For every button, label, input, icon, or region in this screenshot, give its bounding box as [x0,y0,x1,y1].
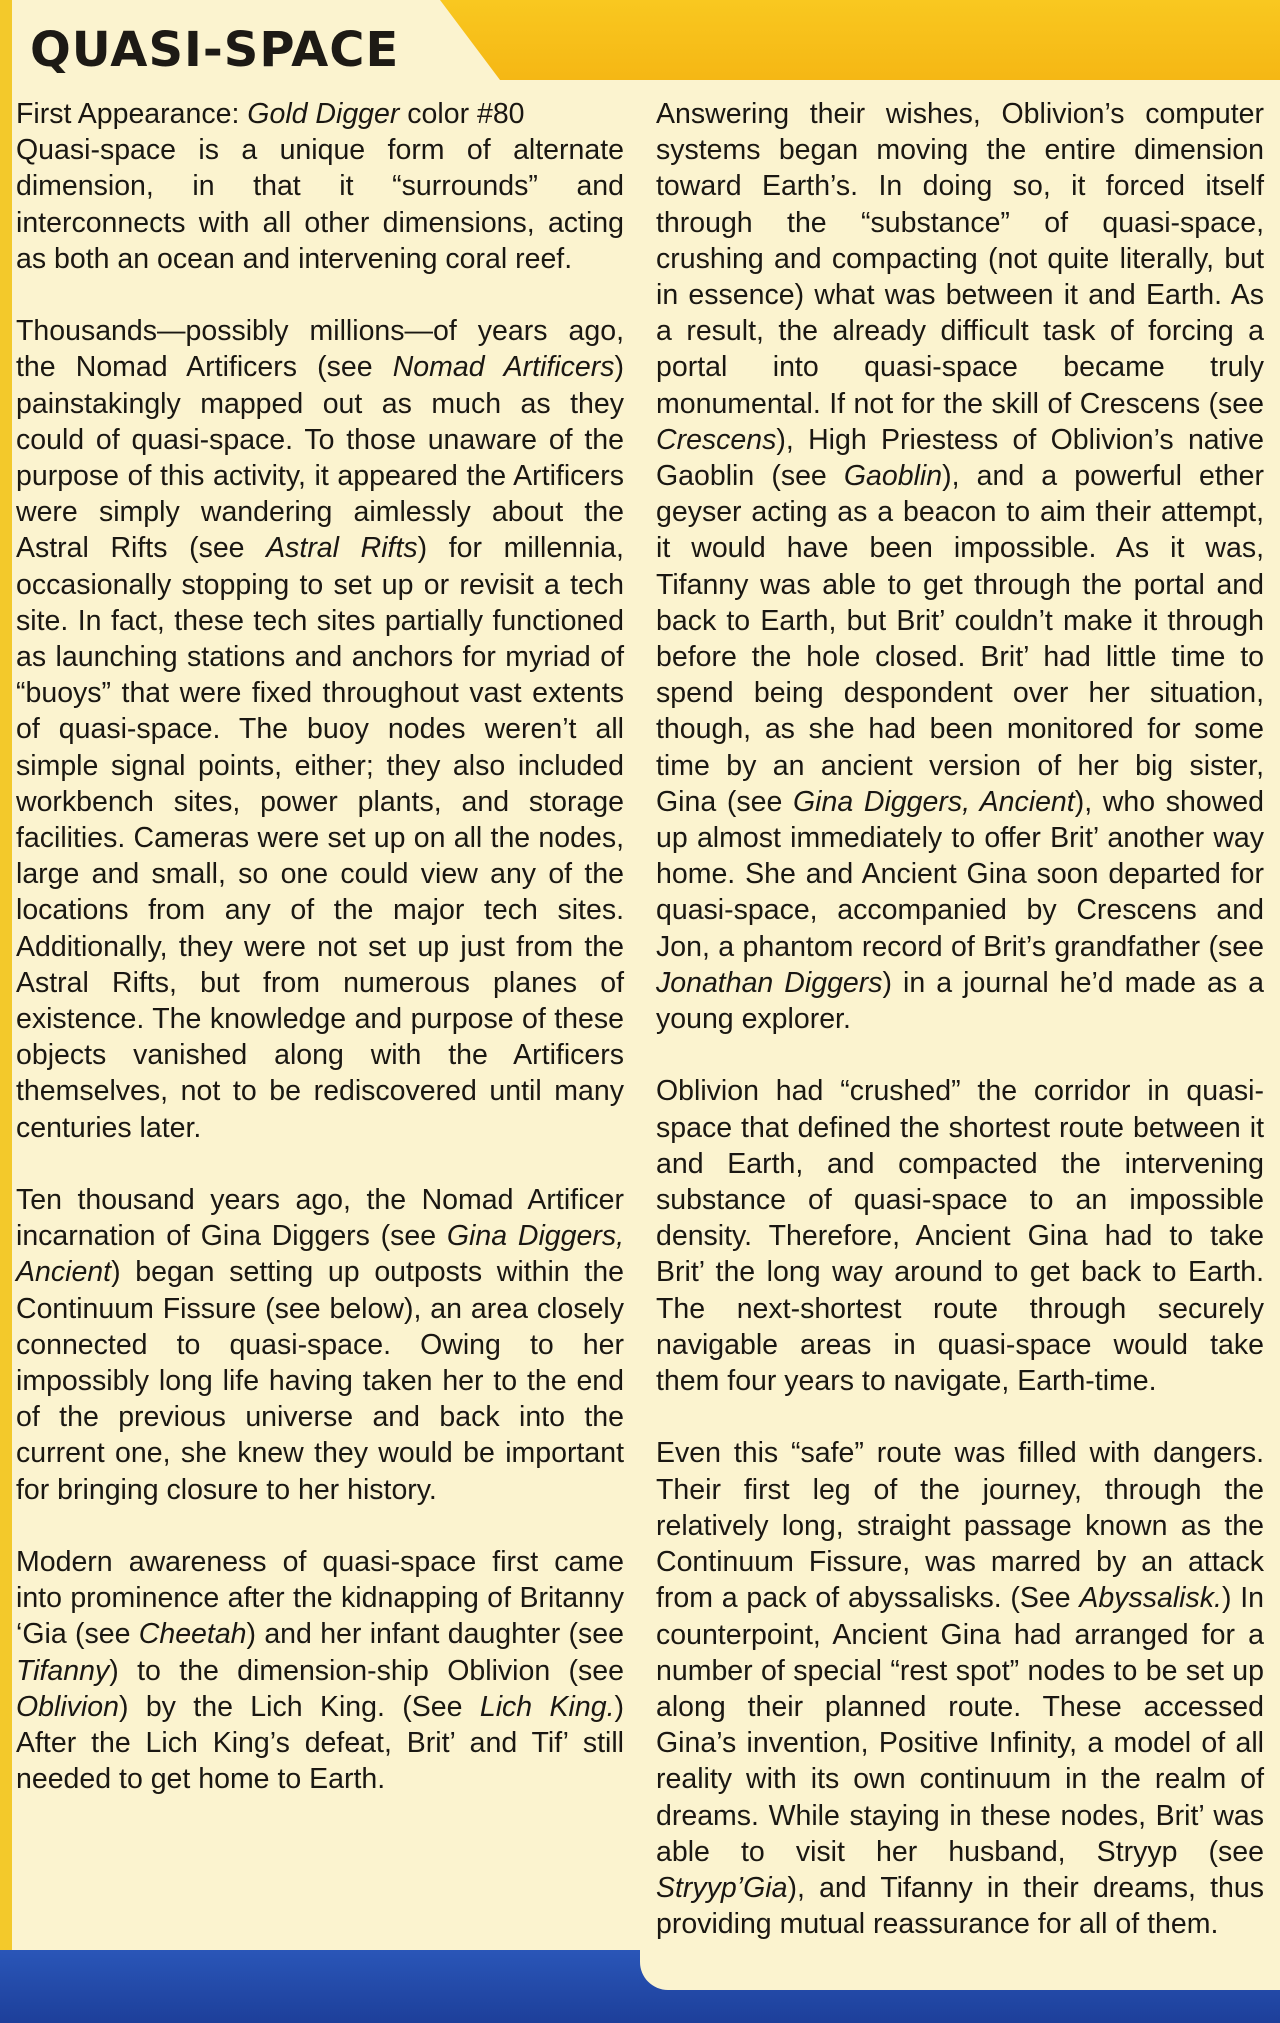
cross-reference: Crescens [656,423,777,456]
cross-reference: Cheetah [138,1618,247,1651]
cross-reference: Stryyp’Gia [656,1871,788,1904]
footer-notch [640,1950,1280,1990]
cross-reference: Gina Diggers, Ancient [793,785,1075,818]
cross-reference: Oblivion [16,1690,119,1723]
cross-reference: Nomad Artificers [392,351,615,384]
left-column [16,96,624,1834]
cross-reference: Astral Rifts [266,532,418,565]
paragraph: Quasi-space is a unique form of alternate dimension, in that it “surrounds” and interconnects with all other dimensions, acting as both an ocean and intervening coral reef. [16,134,624,275]
first-appearance-book: Gold Digger [247,98,400,130]
cross-reference: Gaoblin [843,460,943,493]
paragraph: Modern awareness of quasi-space first came into prominence after the kidnapping of Britanny ‘Gia (see Cheetah) and her infant daughter (see Tifanny) to the dimension-ship Oblivion (see Oblivion) by the Lich King. (See Lich King.) After the Lich King’s defeat, Brit’ and Tif’ still needed to get home to Earth. [16,1546,625,1796]
cross-reference: Tifanny [16,1654,110,1687]
cross-reference: Lich King. [479,1690,615,1723]
paragraph: Oblivion had “crushed” the corridor in quasi-space that defined the shortest route between it and Earth, and compacted the intervening substance of quasi-space to an impossible density. Therefore, Ancient Gina had to take Brit’ the long way around to get back to Earth. The next-shortest route through securely navigable areas in quasi-space would take them four years to navigate, Earth-time. [656,1075,1264,1398]
paragraph: Answering their wishes, Oblivion’s computer systems began moving the entire dimension toward Earth’s. In doing so, it forced itself through the “substance” of quasi-space, crushing and compacting (not quite literally, but in essence) what was between it and Earth. As a result, the already difficult task of forcing a portal into quasi-space became truly monumental. If not for the skill of Crescens (see Crescens), High Priestess of Oblivion’s native Gaoblin (see Gaoblin), and a powerful ether geyser acting as a beacon to aim their attempt, it would have been impossible. As it was, Tifanny was able to get through the portal and back to Earth, but Brit’ couldn’t make it through before the hole closed. Brit’ had little time to spend being despondent over her situation, though, as she had been monitored for some time by an ancient version of her big sister, Gina (see Gina Diggers, Ancient), who showed up almost immediately to offer Brit’ another way home. She and Ancient Gina soon departed for quasi-space, accompanied by Crescens and Jon, a phantom record of Brit’s grandfather (see Jonathan Diggers) in a journal he’d made as a young explorer. [656,98,1265,1036]
paragraph: Ten thousand years ago, the Nomad Artificer incarnation of Gina Diggers (see Gina Diggers, Ancient) began setting up outposts within the Continuum Fissure (see below), an area closely connected to quasi-space. Owing to her impossibly long life having taken her to the end of the previous universe and back into the current one, she knew they would be important for bringing closure to her history. [16,1184,624,1506]
paragraph: Thousands—possibly millions—of years ago, the Nomad Artificers (see Nomad Artificers) painstakingly mapped out as much as they could of quasi-space. To those unaware of the purpose of this activity, it appeared the Artificers were simply wandering aimlessly about the Astral Rifts (see Astral Rifts) for millennia, occasionally stopping to set up or revisit a tech site. In fact, these tech sites partially functioned as launching stations and anchors for myriad of “buoys” that were fixed throughout vast extents of quasi-space. The buoy nodes weren’t all simple signal points, either; they also included workbench sites, power plants, and storage facilities. Cameras were set up on all the nodes, large and small, so one could view any of the locations from any of the major tech sites. Additionally, they were not set up just from the Astral Rifts, but from numerous planes of existence. The knowledge and purpose of these objects vanished along with the Artificers themselves, not to be rediscovered until many centuries later. [16,315,624,1144]
paragraph: Even this “safe” route was filled with dangers. Their first leg of the journey, through the relatively long, straight passage known as the Continuum Fissure, was marred by an attack from a pack of abyssalisks. (See Abyssalisk.) In counterpoint, Ancient Gina had arranged for a number of special “rest spot” nodes to be set up along their planned route. These accessed Gina’s invention, Positive Infinity, a model of all reality with its own continuum in the realm of dreams. While staying in these nodes, Brit’ was able to visit her husband, Stryyp (see Stryyp’Gia), and Tifanny in their dreams, thus providing mutual reassurance for all of them. [656,1437,1264,1941]
cross-reference: Abyssalisk. [1079,1582,1222,1615]
cross-reference: Gina Diggers, Ancient [16,1220,624,1289]
left-edge-stripe [0,0,12,2023]
cross-reference: Jonathan Diggers [656,966,883,999]
first-appearance: First Appearance: Gold Digger color #80 [16,98,525,130]
page-title: QUASI-SPACE [30,22,400,78]
right-column [656,96,1264,1979]
